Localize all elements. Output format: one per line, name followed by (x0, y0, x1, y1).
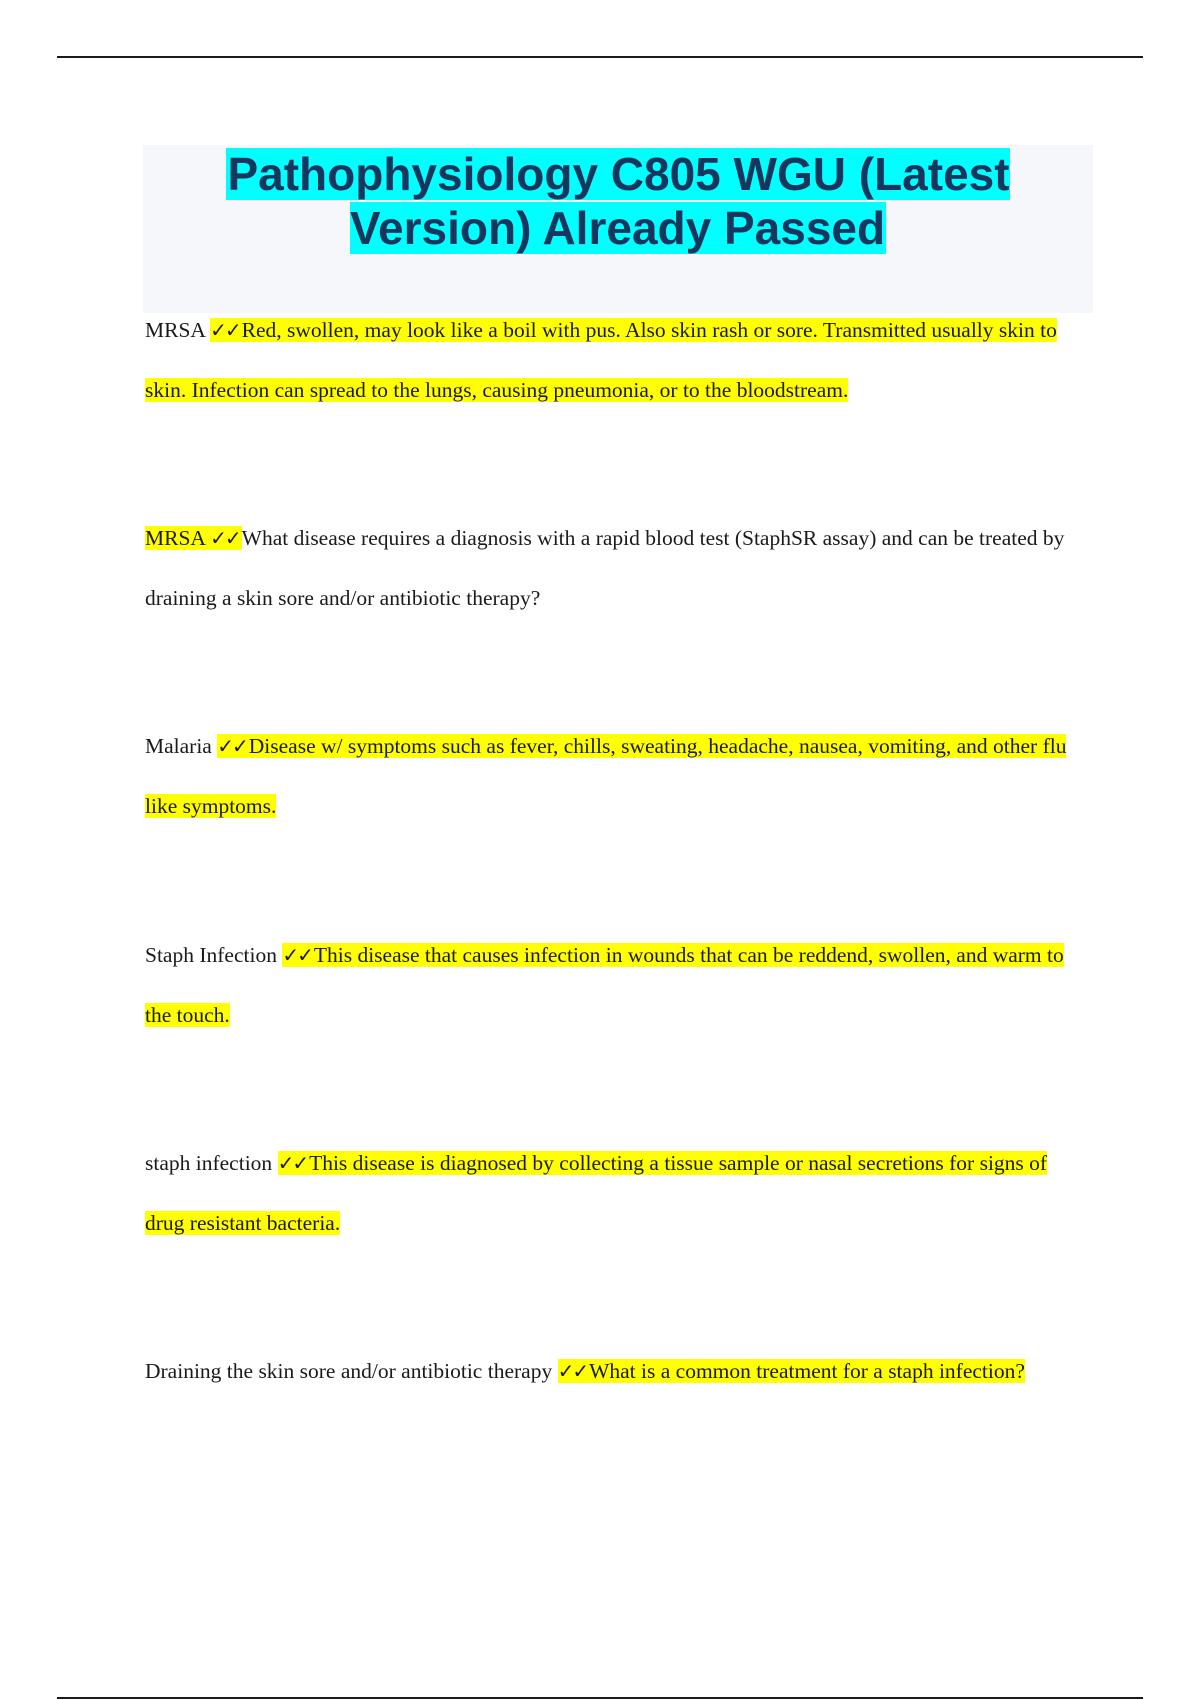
flashcard-entry (145, 300, 1090, 420)
entry-answer: This disease that causes infection in wounds that can be reddend, swollen, and warm to the touch. (145, 943, 1064, 1027)
entry-term: staph infection (145, 1151, 273, 1175)
entry-term-highlight (145, 526, 242, 550)
check-mark-icon: ✓✓ (210, 318, 240, 342)
entry-answer: Red, swollen, may look like a boil with pus. Also skin rash or sore. Transmitted usually skin to skin. Infection can spread to the lungs, causing pneumonia, or to the bloodstream. (145, 318, 1057, 402)
entry-term: Draining the skin sore and/or antibiotic therapy (145, 1359, 553, 1383)
flashcard-entry (145, 1133, 1090, 1253)
entry-answer-highlight (145, 734, 1066, 818)
check-mark-icon: ✓✓ (210, 526, 240, 550)
flashcard-entry (145, 925, 1090, 1045)
document-title (143, 145, 1093, 255)
entry-answer-highlight (145, 318, 1057, 402)
flashcard-entry (145, 716, 1090, 836)
title-block (143, 145, 1093, 313)
entry-term: Staph Infection (145, 943, 277, 967)
entry-term: MRSA (145, 526, 205, 550)
entry-answer: What disease requires a diagnosis with a rapid blood test (StaphSR assay) and can be treated by draining a skin sore and/or antibiotic therapy? (145, 526, 1065, 610)
check-mark-icon: ✓✓ (277, 1151, 308, 1175)
entry-term: Malaria (145, 734, 212, 758)
top-rule (57, 56, 1143, 58)
check-mark-icon: ✓✓ (557, 1359, 588, 1383)
entry-answer-highlight (145, 1151, 1047, 1235)
entry-answer-highlight (558, 1359, 1025, 1383)
flashcard-entry (145, 508, 1090, 628)
entry-answer: Disease w/ symptoms such as fever, chills, sweating, headache, nausea, vomiting, and other flu like symptoms. (145, 734, 1067, 818)
entry-answer-highlight (145, 943, 1064, 1027)
bottom-rule (57, 1697, 1143, 1699)
check-mark-icon: ✓✓ (282, 943, 312, 967)
entry-answer: What is a common treatment for a staph infection? (589, 1359, 1025, 1383)
flashcard-entry (145, 1341, 1090, 1401)
entry-term: MRSA (145, 318, 205, 342)
check-mark-icon: ✓✓ (217, 734, 247, 758)
entry-answer: This disease is diagnosed by collecting a tissue sample or nasal secretions for signs of drug resistant bacteria. (145, 1151, 1048, 1235)
document-title-text: Pathophysiology C805 WGU (Latest Version) Already Passed (227, 148, 1010, 254)
